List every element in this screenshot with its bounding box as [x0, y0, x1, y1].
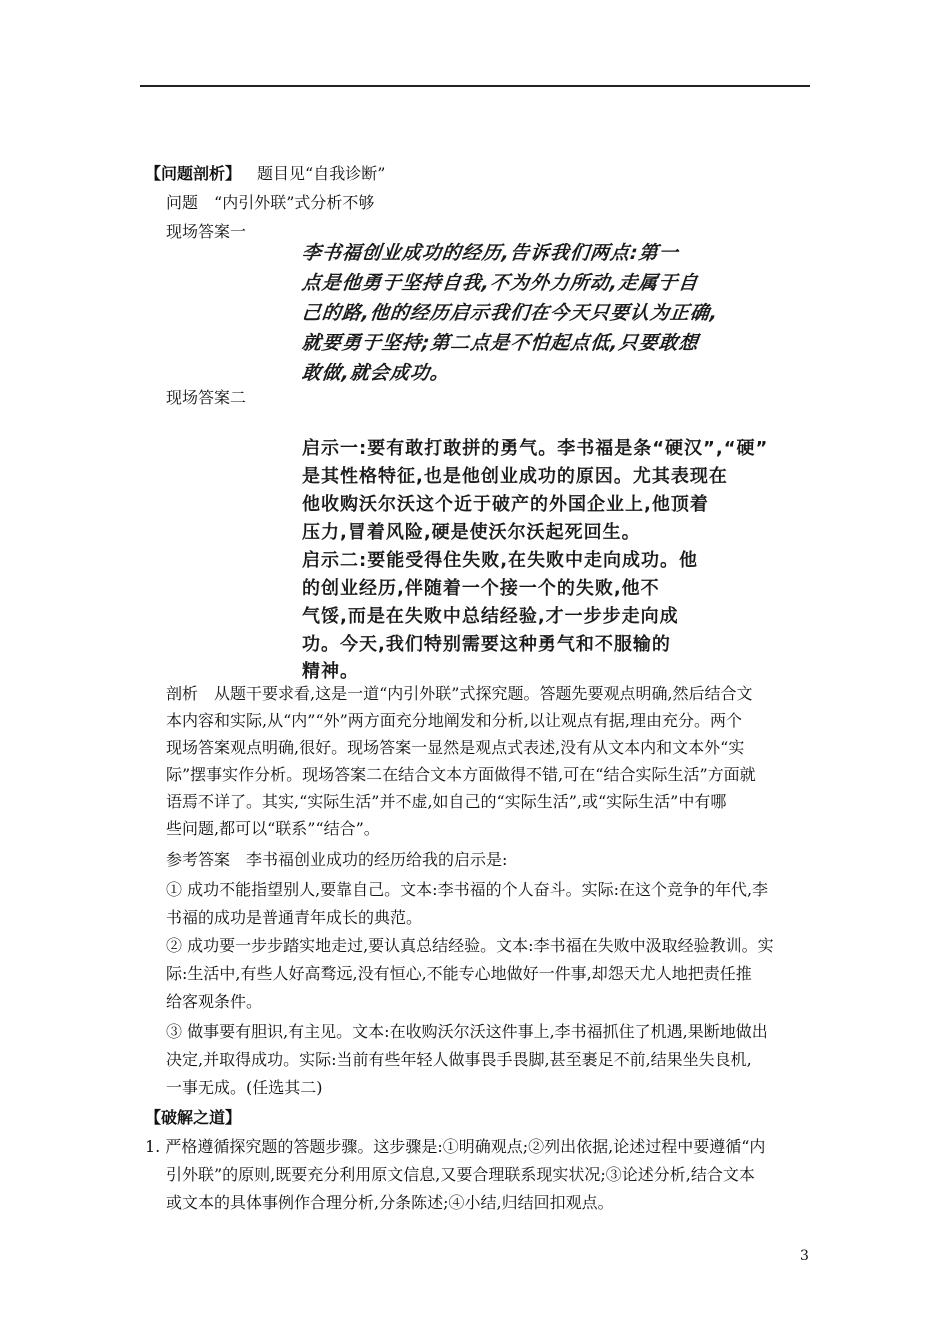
solution-line: 1. 严格遵循探究题的答题步骤。这步骤是:①明确观点;②列出依据,论述过程中要遵循“内 — [145, 1137, 766, 1156]
reference-line: 际:生活中,有些人好高骛远,没有恒心,不能专心地做好一件事,却怨天尤人地把责任推 — [166, 964, 752, 983]
answer1-handwriting-line: 李书福创业成功的经历,告诉我们两点:第一 — [300, 242, 680, 264]
header-rule — [140, 85, 810, 87]
answer1-handwriting-line: 敢做,就会成功。 — [300, 362, 452, 384]
problem-text: “内引外联”式分析不够 — [214, 193, 375, 212]
answer2-handwriting-line: 的创业经历,伴随着一个接一个的失败,他不 — [302, 578, 660, 599]
answer2-label: 现场答案二 — [166, 388, 247, 407]
answer2-handwriting-line: 气馁,而是在失败中总结经验,才一步步走向成 — [302, 606, 679, 627]
analysis-line: 语焉不详了。其实,“实际生活”并不虚,如自己的“实际生活”,或“实际生活”中有哪 — [166, 792, 727, 811]
analysis-line: 本内容和实际,从“内”“外”两方面充分地阐发和分析,以让观点有据,理由充分。两个 — [166, 711, 742, 730]
reference-line: ② 成功要一步步踏实地走过,要认真总结经验。文本:李书福在失败中汲取经验教训。实 — [166, 936, 774, 955]
reference-line: 一事无成。(任选其二) — [166, 1078, 323, 1097]
answer1-handwriting-line: 点是他勇于坚持自我,不为外力所动,走属于自 — [300, 272, 700, 294]
answer2-handwriting-line: 启示一:要有敢打敢拼的勇气。李书福是条“硬汉”,“硬” — [302, 438, 769, 459]
answer2-handwriting-line: 功。今天,我们特别需要这种勇气和不服输的 — [302, 634, 671, 655]
answer2-handwriting-line: 他收购沃尔沃这个近于破产的外国企业上,他顶着 — [302, 494, 709, 515]
answer1-handwriting-line: 就要勇于坚持;第二点是不怕起点低,只要敢想 — [300, 332, 700, 354]
reference-line: ① 成功不能指望别人,要靠自己。文本:李书福的个人奋斗。实际:在这个竞争的年代,李 — [166, 880, 769, 899]
section-heading: 【问题剖析】 — [145, 164, 242, 183]
analysis-line: 些问题,都可以“联系”“结合”。 — [166, 819, 380, 838]
answer1-label: 现场答案一 — [166, 222, 247, 241]
reference-line: ③ 做事要有胆识,有主见。文本:在收购沃尔沃这件事上,李书福抓住了机遇,果断地做出 — [166, 1022, 768, 1041]
reference-line: 参考答案 李书福创业成功的经历给我的启示是: — [166, 850, 508, 869]
answer2-handwriting-line: 启示二:要能受得住失败,在失败中走向成功。他 — [302, 550, 699, 571]
analysis-line: 际”摆事实作分析。现场答案二在结合文本方面做得不错,可在“结合实际生活”方面就 — [166, 765, 756, 784]
answer2-handwriting-line: 压力,冒着风险,硬是使沃尔沃起死回生。 — [302, 522, 641, 543]
section-heading-note: 题目见“自我诊断” — [257, 164, 386, 183]
reference-line: 决定,并取得成功。实际:当前有些年轻人做事畏手畏脚,甚至裹足不前,结果坐失良机, — [166, 1050, 752, 1069]
solution-line: 引外联”的原则,既要充分利用原文信息,又要合理联系现实状况;③论述分析,结合文本 — [166, 1165, 755, 1184]
answer2-handwriting-line: 是其性格特征,也是他创业成功的原因。尤其表现在 — [302, 466, 728, 487]
reference-line: 书福的成功是普通青年成长的典范。 — [166, 908, 423, 927]
problem-line — [166, 193, 374, 213]
answer1-handwriting-line: 己的路,他的经历启示我们在今天只要认为正确, — [300, 302, 720, 324]
problem-analysis-heading-line — [145, 164, 385, 184]
page-number: 3 — [800, 1248, 809, 1264]
solution-heading: 【破解之道】 — [145, 1108, 242, 1127]
solution-line: 或文本的具体事例作合理分析,分条陈述;④小结,归结回扣观点。 — [166, 1193, 614, 1212]
problem-label: 问题 — [166, 193, 199, 212]
answer2-handwriting-line: 精神。 — [302, 661, 359, 682]
analysis-line: 现场答案观点明确,很好。现场答案一显然是观点式表述,没有从文本内和文本外“实 — [166, 738, 745, 757]
analysis-line: 剖析 从题干要求看,这是一道“内引外联”式探究题。答题先要观点明确,然后结合文 — [166, 684, 753, 703]
reference-line: 给客观条件。 — [166, 992, 263, 1011]
